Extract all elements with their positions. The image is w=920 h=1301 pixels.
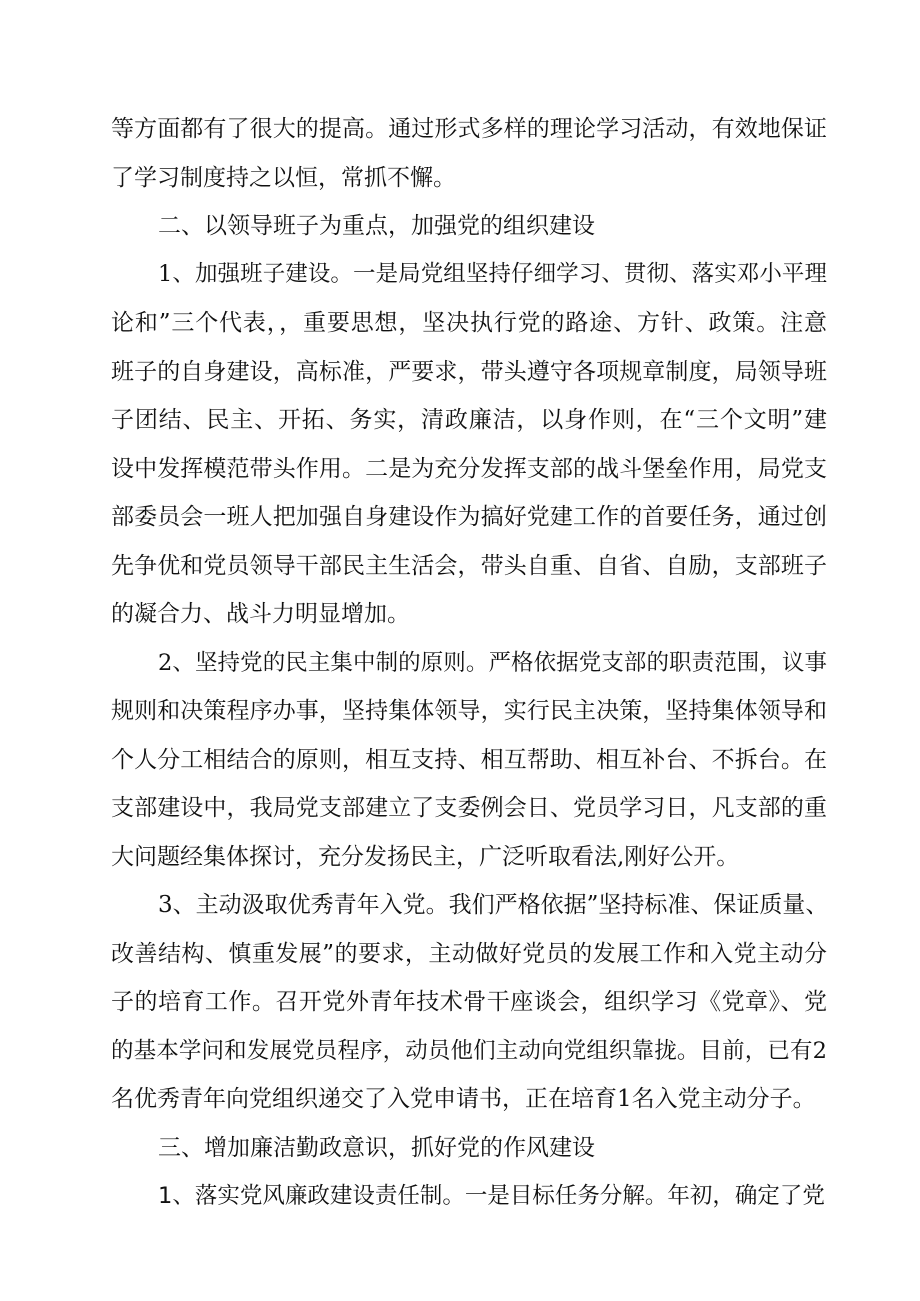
paragraph-line: 论和”三个代表，，重要思想，坚决执行党的路途、方针、政策。注意 xyxy=(111,310,827,336)
paragraph-line: 1、加强班子建设。一是局党组坚持仔细学习、贯彻、落实邓小平理 xyxy=(158,261,827,287)
paragraph-line: 的凝合力、战斗力明显增加。 xyxy=(111,601,410,627)
subsection-text: 一是目标任务分解。年初，确定了党 xyxy=(464,1183,825,1209)
paragraph-line: 支部建设中，我局党支部建立了支委例会日、党员学习日，凡支部的重 xyxy=(111,795,827,821)
section-heading-3: 三、增加廉洁勤政意识，抓好党的作风建设 xyxy=(158,1135,595,1161)
paragraph-line: 名优秀青年向党组织递交了入党申请书，正在培育1名入党主动分子。 xyxy=(111,1086,816,1112)
paragraph-line: 规则和决策程序办事，坚持集体领导，实行民主决策，坚持集体领导和 xyxy=(111,698,827,724)
paragraph-line: 先争优和党员领导干部民主生活会，带头自重、自省、自励，支部班子 xyxy=(111,553,827,579)
paragraph-line: 大问题经集体探讨，充分发扬民主，广泛听取看法,刚好公开。 xyxy=(111,844,740,870)
paragraph-line: 3、主动汲取优秀青年入党。我们严格依据”坚持标准、保证质量、 xyxy=(158,892,829,918)
paragraph-line: 个人分工相结合的原则，相互支持、相互帮助、相互补台、不拆台。在 xyxy=(111,747,827,773)
paragraph-line: 的基本学问和发展党员程序，动员他们主动向党组织靠拢。目前，已有2 xyxy=(111,1038,827,1064)
paragraph-line: 部委员会一班人把加强自身建设作为搞好党建工作的首要任务，通过创 xyxy=(111,504,827,530)
paragraph-line: 班子的自身建设，高标准，严要求，带头遵守各项规章制度，局领导班 xyxy=(111,359,827,385)
section-heading-2: 二、以领导班子为重点，加强党的组织建设 xyxy=(158,213,595,239)
paragraph-line xyxy=(158,1181,827,1211)
paragraph-line: 了学习制度持之以恒，常抓不懈。 xyxy=(111,165,456,191)
paragraph-line: 2、坚持党的民主集中制的原则。严格依据党支部的职责范围，议事 xyxy=(158,650,827,676)
subsection-title: 1、落实党风廉政建设责任制。 xyxy=(158,1183,465,1209)
paragraph-line: 子的培育工作。召开党外青年技术骨干座谈会，组织学习《党章》、党 xyxy=(111,989,827,1015)
paragraph-line: 设中发挥模范带头作用。二是为充分发挥支部的战斗堡垒作用，局党支 xyxy=(111,456,827,482)
paragraph-line: 改善结构、慎重发展”的要求，主动做好党员的发展工作和入党主动分 xyxy=(111,941,827,967)
paragraph-line: 子团结、民主、开拓、务实，清政廉洁，以身作则，在“三个文明”建 xyxy=(111,407,827,433)
paragraph-line: 等方面都有了很大的提高。通过形式多样的理论学习活动，有效地保证 xyxy=(111,116,827,142)
